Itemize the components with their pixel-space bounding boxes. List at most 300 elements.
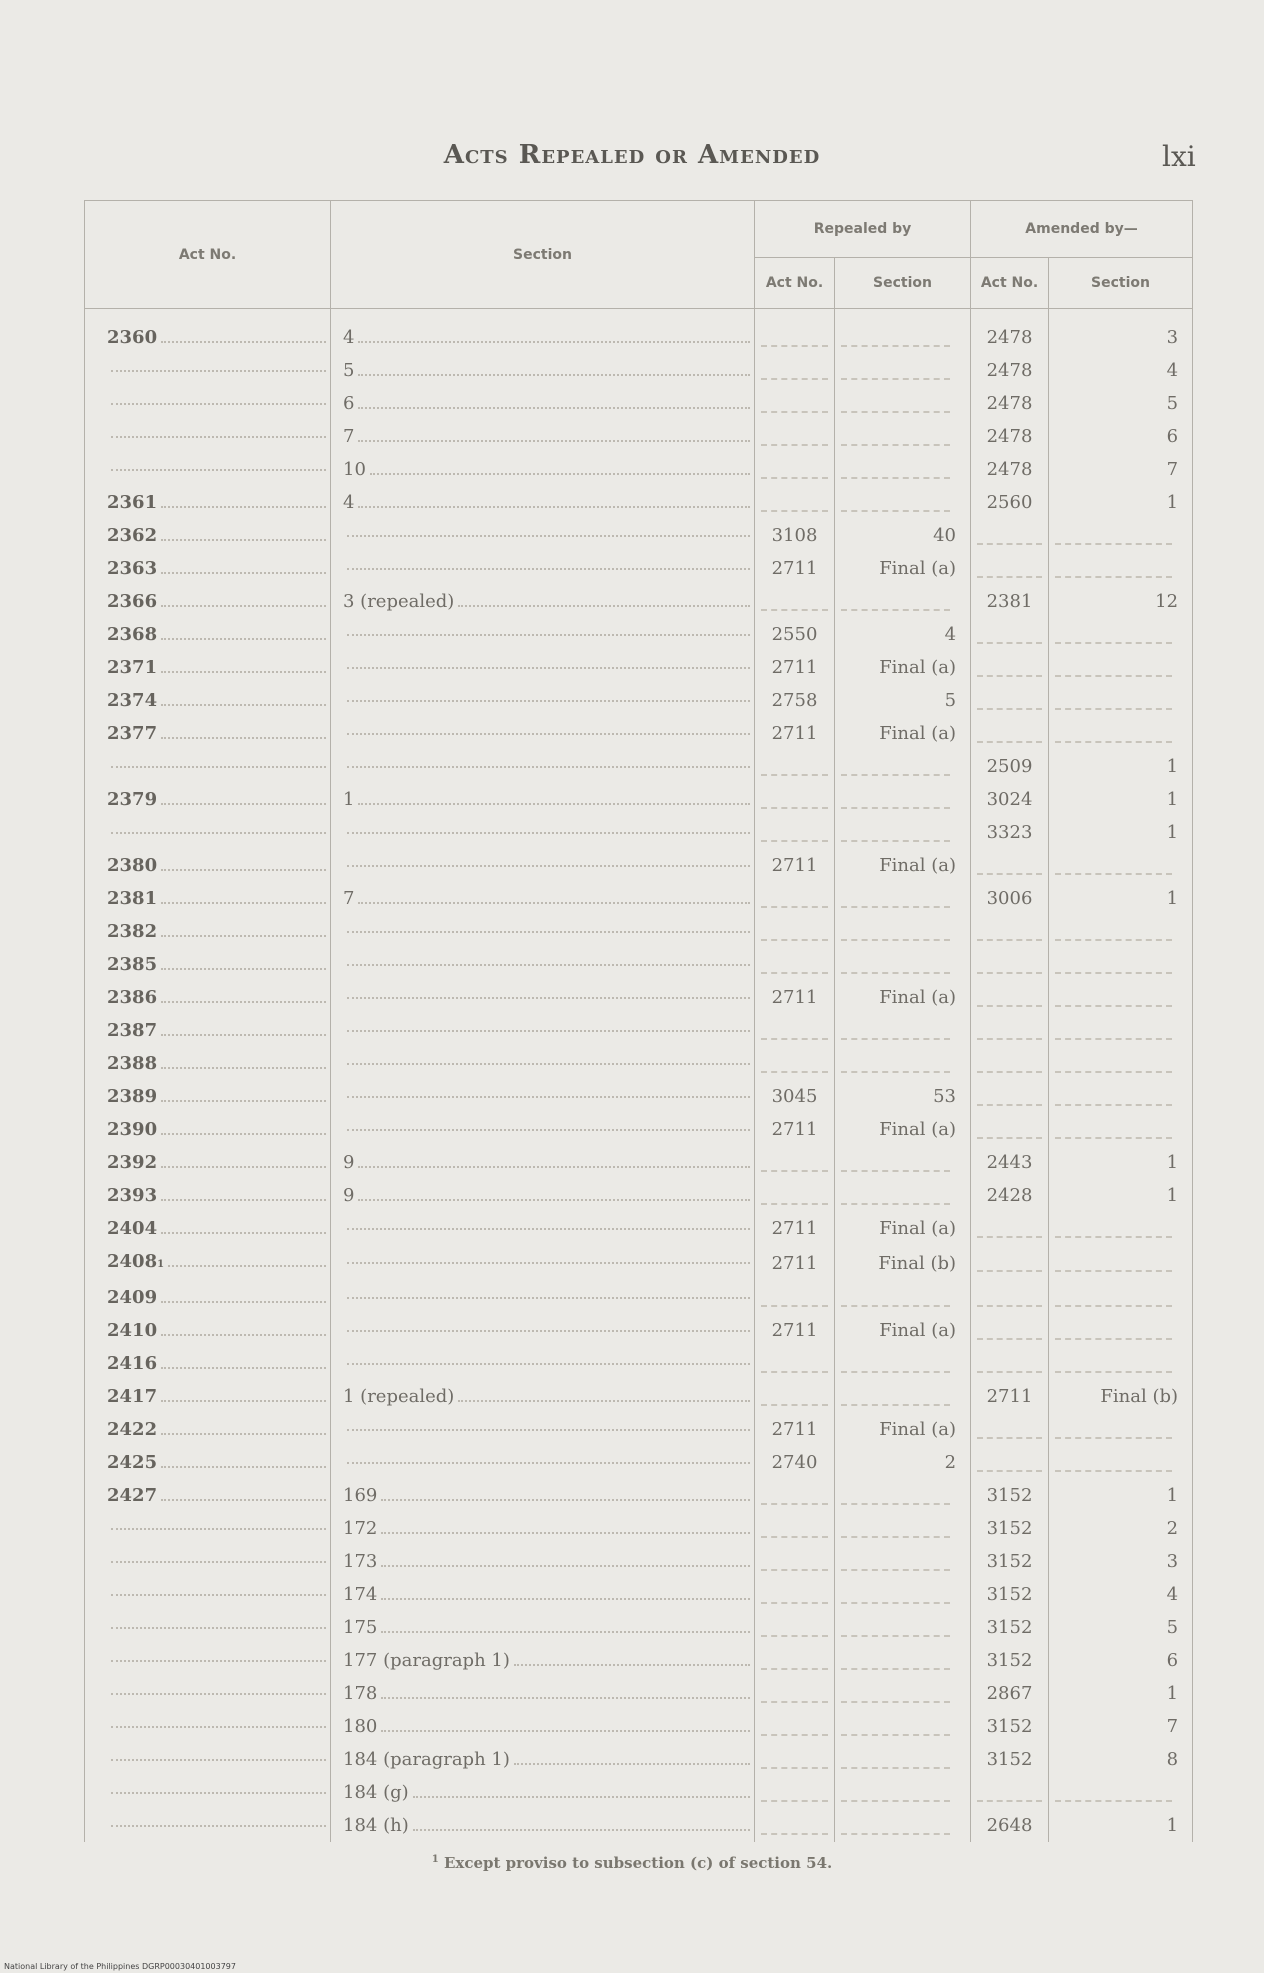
cell-amended-section: 7 — [1049, 453, 1193, 486]
cell-repealed-section: Final (b) — [835, 1245, 971, 1281]
table-row — [85, 618, 1193, 651]
cell-repealed-section: 2 — [835, 1446, 971, 1479]
cell-text: 5 — [343, 360, 355, 381]
cell-amended-act — [971, 981, 1049, 1014]
col-act-no: Act No. — [85, 201, 331, 309]
cell-amended-section: 1 — [1049, 750, 1193, 783]
cell-text: 2416 — [107, 1353, 158, 1374]
cell-amended-section — [1049, 1014, 1193, 1047]
cell-repealed-section — [835, 1677, 971, 1710]
cell-text: 2382 — [107, 921, 158, 942]
cell-amended-section — [1049, 651, 1193, 684]
cell-repealed-section — [835, 1146, 971, 1179]
cell-repealed-act — [755, 1347, 835, 1380]
cell-amended-section — [1049, 981, 1193, 1014]
cell-amended-section: 4 — [1049, 354, 1193, 387]
cell-repealed-section — [835, 1281, 971, 1314]
col-amended-by: Amended by— — [971, 201, 1193, 258]
cell-repealed-act — [755, 420, 835, 453]
cell-repealed-section — [835, 750, 971, 783]
cell-repealed-act — [755, 387, 835, 420]
table-row — [85, 453, 1193, 486]
cell-section — [331, 1146, 755, 1179]
table-row — [85, 1113, 1193, 1146]
cell-section — [331, 1380, 755, 1413]
cell-act-no — [85, 585, 331, 618]
table-row — [85, 519, 1193, 552]
cell-repealed-act: 2711 — [755, 1212, 835, 1245]
cell-amended-section: 1 — [1049, 1179, 1193, 1212]
cell-section — [331, 1512, 755, 1545]
cell-amended-act: 3152 — [971, 1479, 1049, 1512]
cell-amended-section — [1049, 1080, 1193, 1113]
cell-text: 2404 — [107, 1218, 158, 1239]
cell-text: 2392 — [107, 1152, 158, 1173]
cell-text: 2427 — [107, 1485, 158, 1506]
cell-act-no — [85, 453, 331, 486]
cell-amended-section: 1 — [1049, 486, 1193, 519]
cell-amended-act — [971, 1413, 1049, 1446]
cell-text: 2390 — [107, 1119, 158, 1140]
table-row — [85, 1479, 1193, 1512]
cell-repealed-section — [835, 585, 971, 618]
cell-amended-section — [1049, 1245, 1193, 1281]
table-row — [85, 309, 1193, 355]
table-row — [85, 1146, 1193, 1179]
cell-repealed-section — [835, 948, 971, 981]
cell-repealed-act — [755, 1809, 835, 1842]
cell-repealed-act — [755, 1710, 835, 1743]
cell-section — [331, 849, 755, 882]
cell-amended-act: 3152 — [971, 1545, 1049, 1578]
cell-section — [331, 981, 755, 1014]
cell-section — [331, 1644, 755, 1677]
cell-repealed-act — [755, 1479, 835, 1512]
cell-act-no — [85, 1512, 331, 1545]
cell-amended-act — [971, 651, 1049, 684]
cell-repealed-act: 3045 — [755, 1080, 835, 1113]
cell-repealed-act — [755, 1677, 835, 1710]
cell-section — [331, 1080, 755, 1113]
cell-amended-act — [971, 1212, 1049, 1245]
cell-text: 175 — [343, 1617, 378, 1638]
col-repealed-by: Repealed by — [755, 201, 971, 258]
cell-repealed-act: 2711 — [755, 717, 835, 750]
cell-act-no — [85, 915, 331, 948]
cell-repealed-section — [835, 387, 971, 420]
cell-text: 184 (paragraph 1) — [343, 1749, 510, 1770]
cell-repealed-act — [755, 1380, 835, 1413]
cell-repealed-section: Final (a) — [835, 651, 971, 684]
page-number: lxi — [1162, 140, 1196, 173]
cell-section — [331, 1809, 755, 1842]
cell-section — [331, 1743, 755, 1776]
cell-repealed-section — [835, 816, 971, 849]
footnote-marker: 1 — [431, 1854, 439, 1865]
col-repealed-section: Section — [835, 258, 971, 309]
cell-repealed-act: 2740 — [755, 1446, 835, 1479]
table-row — [85, 1545, 1193, 1578]
table-row — [85, 948, 1193, 981]
cell-act-no — [85, 1146, 331, 1179]
cell-act-no — [85, 1179, 331, 1212]
cell-amended-act — [971, 1245, 1049, 1281]
cell-amended-act — [971, 1047, 1049, 1080]
cell-act-no — [85, 1743, 331, 1776]
cell-amended-act — [971, 1080, 1049, 1113]
cell-text: 3 (repealed) — [343, 591, 455, 612]
cell-repealed-act: 2711 — [755, 849, 835, 882]
cell-amended-act: 3152 — [971, 1644, 1049, 1677]
cell-act-no — [85, 309, 331, 355]
cell-text: 2374 — [107, 690, 158, 711]
cell-section — [331, 1677, 755, 1710]
cell-repealed-section — [835, 1578, 971, 1611]
cell-repealed-section: Final (a) — [835, 849, 971, 882]
cell-amended-act: 2509 — [971, 750, 1049, 783]
cell-act-no — [85, 618, 331, 651]
cell-act-no — [85, 486, 331, 519]
cell-repealed-act — [755, 1776, 835, 1809]
cell-text: 173 — [343, 1551, 378, 1572]
cell-amended-act: 2648 — [971, 1809, 1049, 1842]
cell-act-no — [85, 1677, 331, 1710]
table-row — [85, 684, 1193, 717]
cell-section — [331, 387, 755, 420]
cell-text: 2360 — [107, 327, 158, 348]
cell-act-no — [85, 1113, 331, 1146]
cell-amended-act — [971, 1314, 1049, 1347]
cell-repealed-act: 2711 — [755, 1113, 835, 1146]
cell-amended-act — [971, 684, 1049, 717]
cell-repealed-section — [835, 453, 971, 486]
table-row — [85, 1644, 1193, 1677]
cell-repealed-act — [755, 882, 835, 915]
cell-amended-act: 2867 — [971, 1677, 1049, 1710]
cell-amended-section — [1049, 1413, 1193, 1446]
cell-act-no — [85, 1545, 331, 1578]
cell-repealed-act — [755, 1512, 835, 1545]
cell-section — [331, 1113, 755, 1146]
cell-repealed-act — [755, 1047, 835, 1080]
table-row — [85, 552, 1193, 585]
cell-text: 174 — [343, 1584, 378, 1605]
cell-amended-section: 1 — [1049, 816, 1193, 849]
cell-amended-act — [971, 552, 1049, 585]
cell-repealed-section — [835, 915, 971, 948]
cell-text: 4 — [343, 492, 355, 513]
cell-repealed-act — [755, 1281, 835, 1314]
cell-text: 7 — [343, 888, 355, 909]
cell-section — [331, 1776, 755, 1809]
cell-text: 184 (g) — [343, 1782, 409, 1803]
cell-section — [331, 1578, 755, 1611]
table-row — [85, 981, 1193, 1014]
cell-amended-section: 1 — [1049, 1677, 1193, 1710]
cell-section — [331, 420, 755, 453]
archive-caption: National Library of the Philippines DGRP00030401003797 — [4, 1962, 236, 1971]
cell-act-no — [85, 1611, 331, 1644]
cell-repealed-act — [755, 309, 835, 355]
cell-repealed-act: 2711 — [755, 1413, 835, 1446]
cell-repealed-section: Final (a) — [835, 981, 971, 1014]
cell-amended-section — [1049, 552, 1193, 585]
cell-amended-section: 1 — [1049, 882, 1193, 915]
cell-text: 180 — [343, 1716, 378, 1737]
cell-act-no — [85, 1080, 331, 1113]
cell-repealed-section: Final (a) — [835, 1413, 971, 1446]
cell-amended-act: 3152 — [971, 1578, 1049, 1611]
table-row — [85, 1347, 1193, 1380]
cell-section — [331, 1545, 755, 1578]
col-repealed-act-no: Act No. — [755, 258, 835, 309]
cell-repealed-section — [835, 1479, 971, 1512]
cell-section — [331, 453, 755, 486]
cell-repealed-act — [755, 486, 835, 519]
cell-repealed-act — [755, 1146, 835, 1179]
cell-section — [331, 948, 755, 981]
cell-amended-section — [1049, 1347, 1193, 1380]
cell-act-no — [85, 1776, 331, 1809]
cell-repealed-section — [835, 1809, 971, 1842]
cell-section — [331, 309, 755, 355]
cell-repealed-section: Final (a) — [835, 1212, 971, 1245]
cell-text: 2425 — [107, 1452, 158, 1473]
cell-text: 2379 — [107, 789, 158, 810]
cell-amended-act: 3006 — [971, 882, 1049, 915]
cell-amended-act — [971, 1776, 1049, 1809]
cell-amended-section — [1049, 717, 1193, 750]
cell-text: 2363 — [107, 558, 158, 579]
cell-amended-section: 1 — [1049, 1146, 1193, 1179]
cell-act-no — [85, 783, 331, 816]
page-title: Acts Repealed or Amended — [443, 140, 821, 170]
table-body — [85, 309, 1193, 1843]
cell-repealed-section — [835, 1047, 971, 1080]
cell-section — [331, 1281, 755, 1314]
table-row — [85, 816, 1193, 849]
cell-act-no — [85, 849, 331, 882]
cell-repealed-act — [755, 915, 835, 948]
cell-amended-act: 2560 — [971, 486, 1049, 519]
cell-amended-act: 2711 — [971, 1380, 1049, 1413]
cell-act-no — [85, 354, 331, 387]
cell-amended-section — [1049, 1314, 1193, 1347]
table-row — [85, 1710, 1193, 1743]
cell-amended-section — [1049, 1113, 1193, 1146]
cell-amended-section — [1049, 1776, 1193, 1809]
cell-amended-act — [971, 717, 1049, 750]
cell-repealed-section — [835, 1776, 971, 1809]
cell-text: 2366 — [107, 591, 158, 612]
cell-text: 2386 — [107, 987, 158, 1008]
cell-amended-section: 6 — [1049, 1644, 1193, 1677]
cell-repealed-act: 2711 — [755, 1314, 835, 1347]
table-row — [85, 1743, 1193, 1776]
cell-amended-act: 3152 — [971, 1611, 1049, 1644]
cell-repealed-section — [835, 1512, 971, 1545]
cell-section — [331, 1179, 755, 1212]
cell-section — [331, 1413, 755, 1446]
cell-repealed-section — [835, 1347, 971, 1380]
cell-repealed-act: 3108 — [755, 519, 835, 552]
cell-repealed-section — [835, 486, 971, 519]
table-row — [85, 1281, 1193, 1314]
cell-act-no — [85, 651, 331, 684]
cell-section — [331, 1314, 755, 1347]
cell-amended-section — [1049, 948, 1193, 981]
table-row — [85, 1080, 1193, 1113]
cell-act-no — [85, 1644, 331, 1677]
cell-amended-act: 2478 — [971, 354, 1049, 387]
cell-repealed-section — [835, 1710, 971, 1743]
cell-amended-act: 2478 — [971, 420, 1049, 453]
cell-repealed-section — [835, 1380, 971, 1413]
cell-amended-section — [1049, 1212, 1193, 1245]
table-row — [85, 882, 1193, 915]
cell-amended-act — [971, 519, 1049, 552]
table-row — [85, 1677, 1193, 1710]
cell-act-no — [85, 1014, 331, 1047]
cell-act-no — [85, 1446, 331, 1479]
cell-repealed-act: 2758 — [755, 684, 835, 717]
cell-act-no — [85, 1212, 331, 1245]
cell-amended-section: 7 — [1049, 1710, 1193, 1743]
cell-act-no — [85, 1479, 331, 1512]
cell-text: 2385 — [107, 954, 158, 975]
footnote-text: Except proviso to subsection (c) of section 54. — [443, 1854, 833, 1872]
cell-repealed-section: 53 — [835, 1080, 971, 1113]
cell-section — [331, 354, 755, 387]
cell-text: 9 — [343, 1152, 355, 1173]
cell-act-no — [85, 1347, 331, 1380]
cell-act-no — [85, 387, 331, 420]
cell-repealed-act — [755, 1611, 835, 1644]
table-row — [85, 1014, 1193, 1047]
cell-repealed-act — [755, 1644, 835, 1677]
cell-repealed-section: Final (a) — [835, 1113, 971, 1146]
cell-amended-act — [971, 948, 1049, 981]
cell-amended-act: 3323 — [971, 816, 1049, 849]
cell-act-no — [85, 1047, 331, 1080]
cell-repealed-act — [755, 1179, 835, 1212]
cell-amended-section: 8 — [1049, 1743, 1193, 1776]
cell-section — [331, 816, 755, 849]
table-row — [85, 1212, 1193, 1245]
cell-amended-section: 12 — [1049, 585, 1193, 618]
cell-text: 6 — [343, 393, 355, 414]
cell-amended-section: 5 — [1049, 1611, 1193, 1644]
cell-section — [331, 585, 755, 618]
table-row — [85, 354, 1193, 387]
cell-repealed-act — [755, 585, 835, 618]
table-row — [85, 1809, 1193, 1842]
table-row — [85, 1314, 1193, 1347]
cell-act-no — [85, 552, 331, 585]
cell-section — [331, 651, 755, 684]
cell-section — [331, 552, 755, 585]
cell-repealed-act — [755, 1545, 835, 1578]
cell-text: 2408 — [107, 1251, 158, 1272]
footnote — [0, 1854, 1264, 1872]
cell-text: 1 — [343, 789, 355, 810]
cell-repealed-section — [835, 1743, 971, 1776]
cell-text: 1 (repealed) — [343, 1386, 455, 1407]
cell-amended-act: 3152 — [971, 1743, 1049, 1776]
cell-repealed-act: 2711 — [755, 651, 835, 684]
cell-section — [331, 1710, 755, 1743]
cell-amended-act — [971, 1446, 1049, 1479]
table-row — [85, 1578, 1193, 1611]
cell-amended-act: 3024 — [971, 783, 1049, 816]
table-row — [85, 1245, 1193, 1281]
cell-section — [331, 1245, 755, 1281]
cell-repealed-section — [835, 420, 971, 453]
cell-text: 184 (h) — [343, 1815, 409, 1836]
cell-amended-act: 2478 — [971, 309, 1049, 355]
cell-amended-act — [971, 915, 1049, 948]
cell-repealed-section — [835, 1545, 971, 1578]
cell-section — [331, 882, 755, 915]
cell-repealed-act: 2711 — [755, 1245, 835, 1281]
table-row — [85, 420, 1193, 453]
cell-repealed-section: Final (a) — [835, 1314, 971, 1347]
cell-act-no — [85, 948, 331, 981]
cell-section — [331, 1611, 755, 1644]
cell-repealed-act: 2711 — [755, 981, 835, 1014]
cell-act-no — [85, 816, 331, 849]
cell-repealed-act — [755, 1014, 835, 1047]
cell-act-no — [85, 1578, 331, 1611]
cell-text: 178 — [343, 1683, 378, 1704]
table-row — [85, 717, 1193, 750]
cell-repealed-section: 4 — [835, 618, 971, 651]
cell-act-no — [85, 717, 331, 750]
table-row — [85, 1380, 1193, 1413]
cell-repealed-section: Final (a) — [835, 552, 971, 585]
cell-amended-section: 1 — [1049, 1809, 1193, 1842]
cell-text: 10 — [343, 459, 366, 480]
cell-act-no — [85, 684, 331, 717]
footnote-ref: 1 — [157, 1259, 165, 1270]
cell-amended-act: 2381 — [971, 585, 1049, 618]
cell-amended-section: 6 — [1049, 420, 1193, 453]
cell-text: 2422 — [107, 1419, 158, 1440]
cell-amended-act: 3152 — [971, 1512, 1049, 1545]
table-row — [85, 1446, 1193, 1479]
cell-repealed-section — [835, 783, 971, 816]
cell-repealed-section: Final (a) — [835, 717, 971, 750]
cell-text: 2410 — [107, 1320, 158, 1341]
cell-section — [331, 684, 755, 717]
cell-amended-section: 5 — [1049, 387, 1193, 420]
cell-amended-act — [971, 1014, 1049, 1047]
cell-act-no — [85, 1710, 331, 1743]
cell-text: 7 — [343, 426, 355, 447]
cell-repealed-section — [835, 1179, 971, 1212]
cell-repealed-act — [755, 453, 835, 486]
cell-act-no — [85, 1245, 331, 1281]
cell-repealed-act — [755, 1743, 835, 1776]
cell-act-no — [85, 1809, 331, 1842]
cell-act-no — [85, 1413, 331, 1446]
cell-amended-section — [1049, 1047, 1193, 1080]
table-row — [85, 750, 1193, 783]
cell-text: 9 — [343, 1185, 355, 1206]
table-row — [85, 915, 1193, 948]
cell-text: 2387 — [107, 1020, 158, 1041]
cell-repealed-section — [835, 882, 971, 915]
